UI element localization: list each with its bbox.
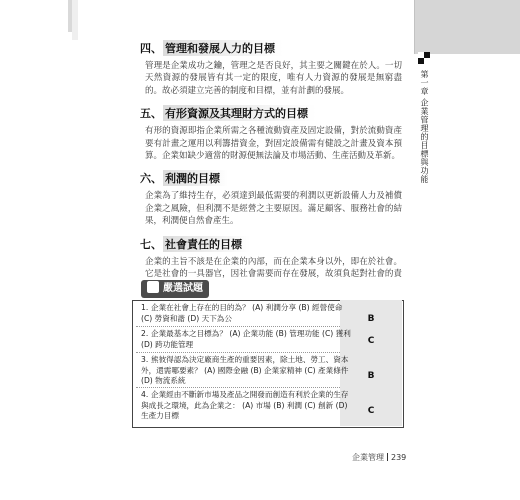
- section-4: [140, 40, 402, 97]
- quiz-answer: C: [367, 336, 375, 346]
- section-number: 五、: [140, 107, 162, 121]
- section-number: 七、: [140, 237, 162, 251]
- section-5: [140, 105, 402, 162]
- quiz-title: 嚴選試題: [163, 283, 203, 294]
- section-number: 六、: [140, 172, 162, 186]
- quiz-question: [141, 355, 351, 387]
- divider: [136, 387, 340, 388]
- chapter-square-icon: [418, 52, 430, 64]
- section-body: 企業的主旨不該是在企業的內部，而在企業本身以外，即在於社會。它是社會的一具器官，因社會需要而存在發展，故須負起對社會的責: [145, 256, 402, 280]
- section-heading: 社會責任的目標: [163, 236, 250, 252]
- section-heading: 管理和發展人力的目標: [163, 40, 283, 56]
- section-body: 管理是企業成功之鑰，管理之是否良好，其主要之關鍵在於人。一切天然資源的發展皆有其一定的限度，唯有人力資源的發展是無窮盡的。故必須建立完善的制度和目標，並有計劃的發展。: [145, 61, 402, 96]
- quiz-number: 2.: [141, 329, 149, 338]
- chapter-tab: [414, 0, 520, 54]
- section-body: 企業為了維持生存，必須達到最低需要的利潤以更新設備人力及補償企業之風險，但利潤不是經營之主要原因。滿足顧客、服務社會的結果，利潤便自然會產生。: [145, 191, 402, 227]
- quiz-question: [141, 390, 351, 422]
- section-number: 四、: [140, 42, 162, 55]
- quiz-tag: [141, 280, 209, 298]
- section-heading: 有形資源及其理財方式的目標: [163, 105, 316, 121]
- quiz-question: [141, 303, 351, 324]
- footer-separator: [387, 453, 388, 461]
- quiz-answer: B: [367, 314, 375, 324]
- section-title: [140, 170, 402, 186]
- section-body: 有形的資源即指企業所需之各種流動資產及固定設備，對於流動資產要有計畫之運用以利籌措資金，對固定設備需有健設之計畫及資本預算。企業如缺少適當的財源便無法論及市場活動、生產活動及革新。: [145, 126, 402, 162]
- page-number: 239: [391, 453, 407, 462]
- divider: [136, 326, 340, 327]
- quiz-number: 1.: [141, 303, 149, 312]
- section-title: [140, 40, 402, 56]
- page-fold-highlight: [72, 0, 78, 40]
- section-heading: 利潤的目標: [163, 170, 228, 186]
- main-content: [140, 40, 402, 301]
- quiz-question: [141, 329, 351, 350]
- quiz-question-text: 企業最基本之目標為？ (A) 企業功能 (B) 管理功能 (C) 獲利 (D) 跨功能管理: [141, 329, 351, 349]
- megaphone-icon: [147, 281, 159, 293]
- chapter-label: 第一章 企業管理的目標與功能: [420, 70, 429, 184]
- footer-book-title: 企業管理: [352, 453, 384, 462]
- quiz-header: [141, 278, 209, 300]
- page-footer: [352, 452, 406, 463]
- section-title: [140, 236, 402, 252]
- quiz-question-text: 企業經由不斷新市場及產品之開發而創造有利於企業的生存與成長之環境，此為企業之： (A) 市場 (B) 利潤 (C) 創新 (D) 生產力目標: [141, 390, 349, 420]
- quiz-question-text: 熊彼得認為決定廠商生產的重要因素，除土地、勞工、資本外，還需哪要素？ (A) 國際金融 (B) 企業家精神 (C) 產業條件 (D) 物流系統: [141, 355, 349, 385]
- quiz-number: 4.: [141, 390, 149, 399]
- quiz-question-text: 企業在社會上存在的目的為？ (A) 利潤分享 (B) 經營使命 (C) 勞資和諧 (D) 天下為公: [141, 303, 343, 323]
- quiz-number: 3.: [141, 355, 149, 364]
- quiz-answer: B: [367, 371, 375, 381]
- section-6: [140, 170, 402, 227]
- section-title: [140, 105, 402, 121]
- quiz-answer: C: [367, 406, 375, 416]
- divider: [136, 352, 340, 353]
